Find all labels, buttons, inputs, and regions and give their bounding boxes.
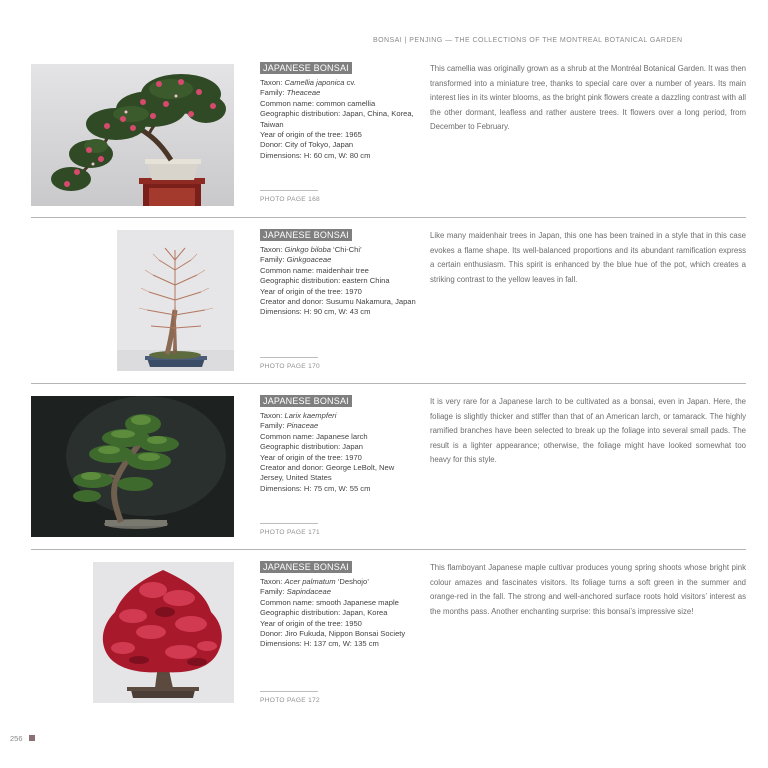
geographic-distribution: Geographic distribution: eastern China (260, 276, 390, 286)
taxon-line: Taxon: Larix kaempferi (260, 411, 337, 420)
common-name: Common name: smooth Japanese maple (260, 597, 399, 607)
year-of-origin: Year of origin of the tree: 1970 (260, 452, 362, 462)
photo-page-reference[interactable]: PHOTO PAGE 171 (260, 529, 321, 536)
family-line: Family: Pinaceae (260, 421, 319, 431)
donor: Creator and donor: Susumu Nakamura, Japan (260, 297, 416, 307)
bonsai-entry-larch (0, 395, 768, 551)
year-of-origin: Year of origin of the tree: 1970 (260, 286, 362, 296)
description: Like many maidenhair trees in Japan, this one has been trained in a style that in this case evokes a flame shape. Its well-balanced proportions and its abundant ramification express a certain enthusiasm. This spirit is enhanced by the blue hue of the pot, which creates a striking contrast to the yellow leaves in fall. (430, 231, 746, 284)
family-name: Pinaceae (286, 421, 319, 431)
common-name: Common name: Japanese larch (260, 431, 368, 441)
bonsai-entry-camellia (0, 62, 768, 218)
geographic-distribution: Geographic distribution: Japan, China, Korea, Taiwan (260, 109, 414, 129)
dimensions: Dimensions: H: 90 cm, W: 43 cm (260, 307, 371, 317)
taxon-name: Acer palmatum (284, 577, 336, 586)
photo-ref-rule (260, 523, 318, 524)
family-line: Family: Theaceae (260, 88, 321, 98)
dimensions: Dimensions: H: 60 cm, W: 80 cm (260, 150, 371, 160)
taxon-line: Taxon: Camellia japonica cv. (260, 78, 356, 87)
category-tag: JAPANESE BONSAI (260, 561, 352, 573)
family-line: Family: Sapindaceae (260, 587, 331, 597)
category-tag: JAPANESE BONSAI (260, 62, 352, 74)
taxon-name: Camellia japonica (284, 78, 345, 87)
family-line: Family: Ginkgoaceae (260, 255, 332, 265)
photo-ref-rule (260, 691, 318, 692)
camellia-bonsai-photo (31, 64, 234, 206)
year-of-origin: Year of origin of the tree: 1950 (260, 618, 362, 628)
entry-separator (31, 217, 746, 218)
photo-ref-rule (260, 357, 318, 358)
ginkgo-bonsai-photo (117, 230, 234, 371)
entry-separator (31, 549, 746, 550)
family-name: Ginkgoaceae (286, 255, 332, 265)
bonsai-entry-maple (0, 561, 768, 721)
dimensions: Dimensions: H: 137 cm, W: 135 cm (260, 639, 379, 649)
common-name: Common name: common camellia (260, 98, 376, 108)
maple-bonsai-photo (93, 562, 234, 703)
category-tag: JAPANESE BONSAI (260, 395, 352, 407)
photo-ref-rule (260, 190, 318, 191)
taxon-name: Ginkgo biloba (284, 245, 331, 254)
taxon-line: Taxon: Acer palmatum ‘Deshojo’ (260, 577, 369, 586)
specimen-details (260, 577, 420, 650)
year-of-origin: Year of origin of the tree: 1965 (260, 130, 362, 140)
photo-page-reference[interactable]: PHOTO PAGE 170 (260, 363, 321, 370)
donor: Donor: Jiro Fukuda, Nippon Bonsai Society (260, 629, 406, 639)
specimen-details (260, 78, 420, 161)
bonsai-entry-ginkgo (0, 229, 768, 385)
dimensions: Dimensions: H: 75 cm, W: 55 cm (260, 483, 371, 493)
geographic-distribution: Geographic distribution: Japan (260, 442, 364, 452)
folio-marker (29, 735, 35, 741)
specimen-details (260, 411, 420, 494)
description: This flamboyant Japanese maple cultivar produces young spring shoots whose bright pink colour amazes and fascinates visitors. Its foliage turns a soft green in the summer and orange-red in the fall. The strong and well-anchored surface roots hold visitors’ interest as the months pass. Another enchanting surprise: this bonsai’s impressive size! (430, 563, 746, 616)
donor: Donor: City of Tokyo, Japan (260, 140, 354, 150)
photo-page-reference[interactable]: PHOTO PAGE 172 (260, 697, 321, 704)
taxon-line: Taxon: Ginkgo biloba ‘Chi-Chi’ (260, 245, 362, 254)
running-head: BONSAI | PENJING — THE COLLECTIONS OF THE MONTREAL BOTANICAL GARDEN (373, 37, 683, 44)
category-tag: JAPANESE BONSAI (260, 229, 352, 241)
entry-separator (31, 383, 746, 384)
larch-bonsai-photo (31, 396, 234, 537)
page-number: 256 (10, 734, 23, 743)
taxon-name: Larix kaempferi (284, 411, 337, 420)
donor: Creator and donor: George LeBolt, New Jersey, United States (260, 463, 395, 483)
description: This camellia was originally grown as a shrub at the Montréal Botanical Garden. It was then transformed into a miniature tree, thanks to special care over a number of years. Its main interest lies in its winter blooms, as the bright pink flowers create a dazzling contrast with all the other dormant, leafless and rather austere trees. It flowers over a long period, from December to February. (430, 64, 746, 131)
specimen-details (260, 245, 420, 318)
photo-page-reference[interactable]: PHOTO PAGE 168 (260, 196, 321, 203)
description: It is very rare for a Japanese larch to be cultivated as a bonsai, even in Japan. Here, the foliage is slightly thicker and stiffer than that of an American larch, or tamarack. The highly ramified branches have been selected to break up the foliage into several small pads. The result is a lighter appearance; otherwise, the foliage might have looked somewhat too heavy for this style. (430, 397, 746, 464)
geographic-distribution: Geographic distribution: Japan, Korea (260, 608, 388, 618)
family-name: Sapindaceae (286, 587, 331, 597)
family-name: Theaceae (286, 88, 321, 98)
common-name: Common name: maidenhair tree (260, 265, 369, 275)
